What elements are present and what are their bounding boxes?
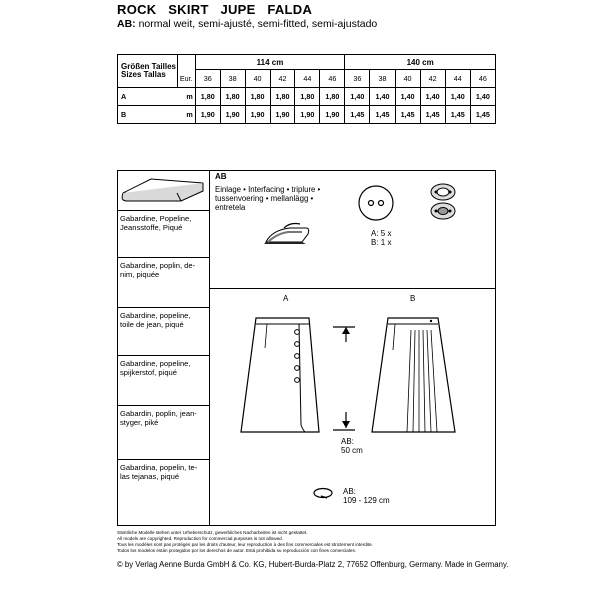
size-label-bottom: Sizes Tallas [121,70,166,79]
button-icon [356,183,396,223]
copyright-note-fr: Tous les modèles sont pas protégés par les droits d'auteur, leur reproduction à des fins commerciales est strictement interdite. [117,542,373,547]
publisher-copyright: © by Verlag Aenne Burda GmbH & Co. KG, Hubert-Burda-Platz 2, 77652 Offenburg, Germany. Made in Germany. [117,560,509,569]
unit-m: m [177,106,195,124]
fabric-suggestion-de: Gabardine, Popeline, Jeansstoffe, Piqué [117,211,209,258]
size-label-cell [118,55,178,88]
yardage-cell: 1,45 [470,106,495,124]
yardage-cell: 1,80 [220,88,245,106]
fabric-suggestion-fr: Gabardine, popeline, toile de jean, piqué [117,308,209,356]
yardage-cell: 1,45 [445,106,470,124]
finished-length [341,437,363,455]
length-label: AB: [341,437,354,446]
yardage-cell: 1,45 [370,106,395,124]
skirt-a-illustration [241,318,319,432]
waist-label: AB: [343,487,356,496]
yardage-table [117,54,496,124]
copyright-note-de: Sämtliche Modelle stehen unter Urheberschutz, gewerbliches Nacharbeiten ist nicht gestattet. [117,530,308,535]
fabric-suggestion-en: Gabardine, poplin, de-nim, piquée [117,258,209,308]
yardage-cell: 1,40 [445,88,470,106]
view-b-label: B [118,106,178,124]
yardage-cell: 1,80 [245,88,270,106]
fit-text: normal weit, semi-ajusté, semi-fitted, semi-ajustado [135,18,378,30]
yardage-cell: 1,45 [395,106,420,124]
button-qty-b: B: 1 x [371,238,392,247]
waist-measure-icon [311,486,335,500]
size-header: 44 [445,70,470,88]
yardage-cell: 1,40 [370,88,395,106]
fabric-suggestion-nl: Gabardine, popeline, spijkerstof, piqué [117,356,209,406]
yardage-cell: 1,80 [270,88,295,106]
fit-prefix: AB: [117,18,136,30]
yardage-cell: 1,40 [395,88,420,106]
size-header: 42 [420,70,445,88]
fit-description [117,18,377,30]
size-header: 40 [395,70,420,88]
copyright-note-es: Todos los modelos están protegidos por los derechos de autor. Está prohibida su reproducción con fines comerciales. [117,548,357,553]
button-quantity [371,229,391,247]
view-a-label: A [118,88,178,106]
yardage-cell: 1,40 [345,88,370,106]
size-header: 36 [345,70,370,88]
size-header: 38 [370,70,395,88]
yardage-cell: 1,80 [295,88,320,106]
view-b-title: B [410,294,416,303]
fabric-bolt-icon [117,170,209,211]
yardage-cell: 1,40 [470,88,495,106]
copyright-note-en: All models are copyrighted. Reproduction for commercial purposes is not allowed. [117,536,283,541]
waist-value: 109 - 129 cm [343,496,390,505]
finished-waist [343,487,390,505]
fabric-suggestion-sv: Gabardin, poplin, jean-styger, piké [117,406,209,460]
fabric-icon-cell [117,170,209,211]
notions-heading: AB [215,172,227,181]
size-header: 38 [220,70,245,88]
size-header: 42 [270,70,295,88]
view-a-title: A [283,294,289,303]
button-qty-a: A: 5 x [371,229,392,238]
fabric-width-140: 140 cm [345,55,496,70]
size-header: 36 [195,70,220,88]
yardage-cell: 1,90 [270,106,295,124]
divider-horizontal [209,288,496,289]
yardage-cell: 1,80 [320,88,345,106]
yardage-cell: 1,45 [345,106,370,124]
page-title: ROCK SKIRT JUPE FALDA [117,2,313,17]
length-value: 50 cm [341,446,363,455]
size-header: 40 [245,70,270,88]
eur-spacer [177,55,195,70]
size-label-top: Größen Tailles [121,62,176,71]
interfacing-text: Einlage • Interfacing • triplure • tussenvoering • mellanlägg • entretela [215,185,321,213]
fabric-column [117,170,209,526]
yardage-cell: 1,90 [320,106,345,124]
skirt-b-illustration [372,318,455,432]
yardage-cell: 1,45 [420,106,445,124]
iron-icon [262,220,312,250]
fabric-suggestion-es: Gabardina, popelin, te-las tejanas, piqué [120,463,198,481]
snap-fastener-icon [428,182,458,222]
yardage-cell: 1,90 [295,106,320,124]
divider-vertical [209,170,210,526]
unit-m: m [177,88,195,106]
size-header: 46 [320,70,345,88]
yardage-cell: 1,90 [195,106,220,124]
yardage-cell: 1,40 [420,88,445,106]
fabric-width-114: 114 cm [195,55,345,70]
yardage-cell: 1,80 [195,88,220,106]
yardage-cell: 1,90 [220,106,245,124]
eur-label: Eur. [177,70,195,88]
yardage-cell: 1,90 [245,106,270,124]
length-arrows [333,327,355,430]
size-header: 44 [295,70,320,88]
size-header: 46 [470,70,495,88]
